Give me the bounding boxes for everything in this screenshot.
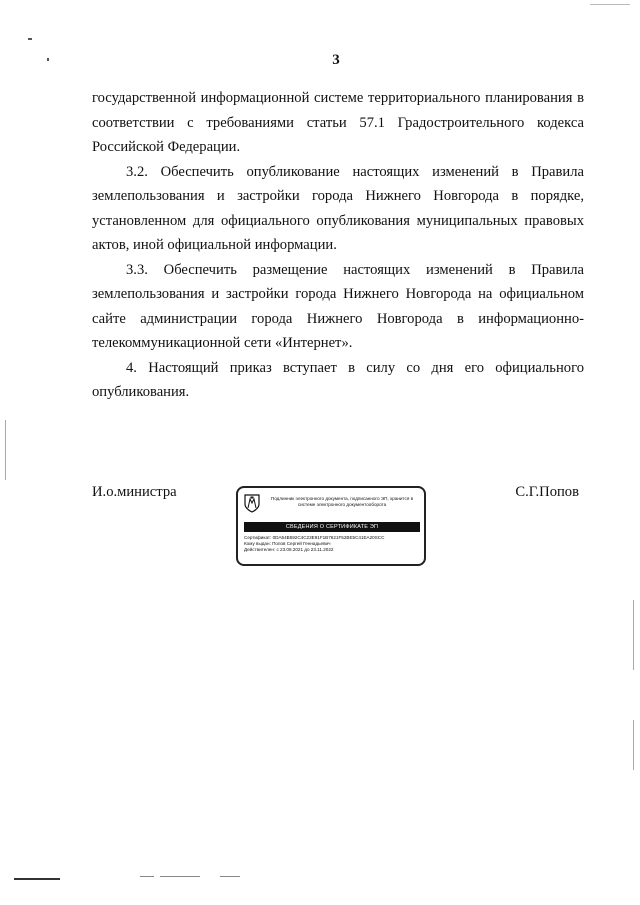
scan-edge-line xyxy=(633,720,634,770)
page-number: 3 xyxy=(332,52,340,68)
valid-label: Действителен: xyxy=(244,547,276,553)
stamp-band-title: СВЕДЕНИЯ О СЕРТИФИКАТЕ ЭП xyxy=(244,522,420,532)
scan-top-line xyxy=(590,4,630,5)
scan-speck xyxy=(47,58,49,61)
valid-value: с 23.08.2021 до 23.11.2022 xyxy=(276,547,334,553)
signatory-position: И.о.министра xyxy=(92,484,177,500)
scan-bottom-line xyxy=(14,878,60,880)
scan-edge-line xyxy=(5,420,6,480)
paragraph-4: 4. Настоящий приказ вступает в силу со дня его официального опубликования. xyxy=(92,359,584,400)
valid-row xyxy=(244,547,422,553)
paragraph-3-2: 3.2. Обеспечить опубликование настоящих изменений в Правила землепользования и застройки города Нижнего Новгорода в порядке, установленном для официального опубликования муниципальных правовых актов, иной официальной информации. xyxy=(92,163,584,253)
stamp-header-text: Подлинник электронного документа, подписанного ЭП, хранится в системе электронного документооборота xyxy=(270,496,414,507)
scan-bottom-line xyxy=(140,876,154,877)
electronic-signature-stamp xyxy=(236,486,426,566)
scan-speck xyxy=(28,38,32,40)
document-body xyxy=(92,86,584,405)
scan-bottom-line xyxy=(160,876,200,877)
paragraph-continuation: государственной информационной системе территориального планирования в соответствии с требованиями статьи 57.1 Градостроительного кодекса Российской Федерации. xyxy=(92,90,584,155)
issued-to-label: Кому выдан: xyxy=(244,541,271,547)
issued-to-value: Попов Сергей Геннадьевич xyxy=(272,541,331,547)
certificate-label: Сертификат: xyxy=(244,535,272,540)
scan-edge-line xyxy=(633,600,634,670)
scan-bottom-line xyxy=(220,876,240,877)
certificate-value: 0DA54B592C4C23E91F1B7621F52BE5C41EA20SCC xyxy=(272,535,385,540)
coat-of-arms-icon xyxy=(244,494,260,513)
certificate-details xyxy=(244,535,422,554)
signatory-name: С.Г.Попов xyxy=(515,484,579,500)
paragraph-3-3: 3.3. Обеспечить размещение настоящих изменений в Правила землепользования и застройки города Нижнего Новгорода на официальном сайте администрации города Нижнего Новгорода в информационно-телекоммуникационной сети «Интернет». xyxy=(92,261,584,351)
